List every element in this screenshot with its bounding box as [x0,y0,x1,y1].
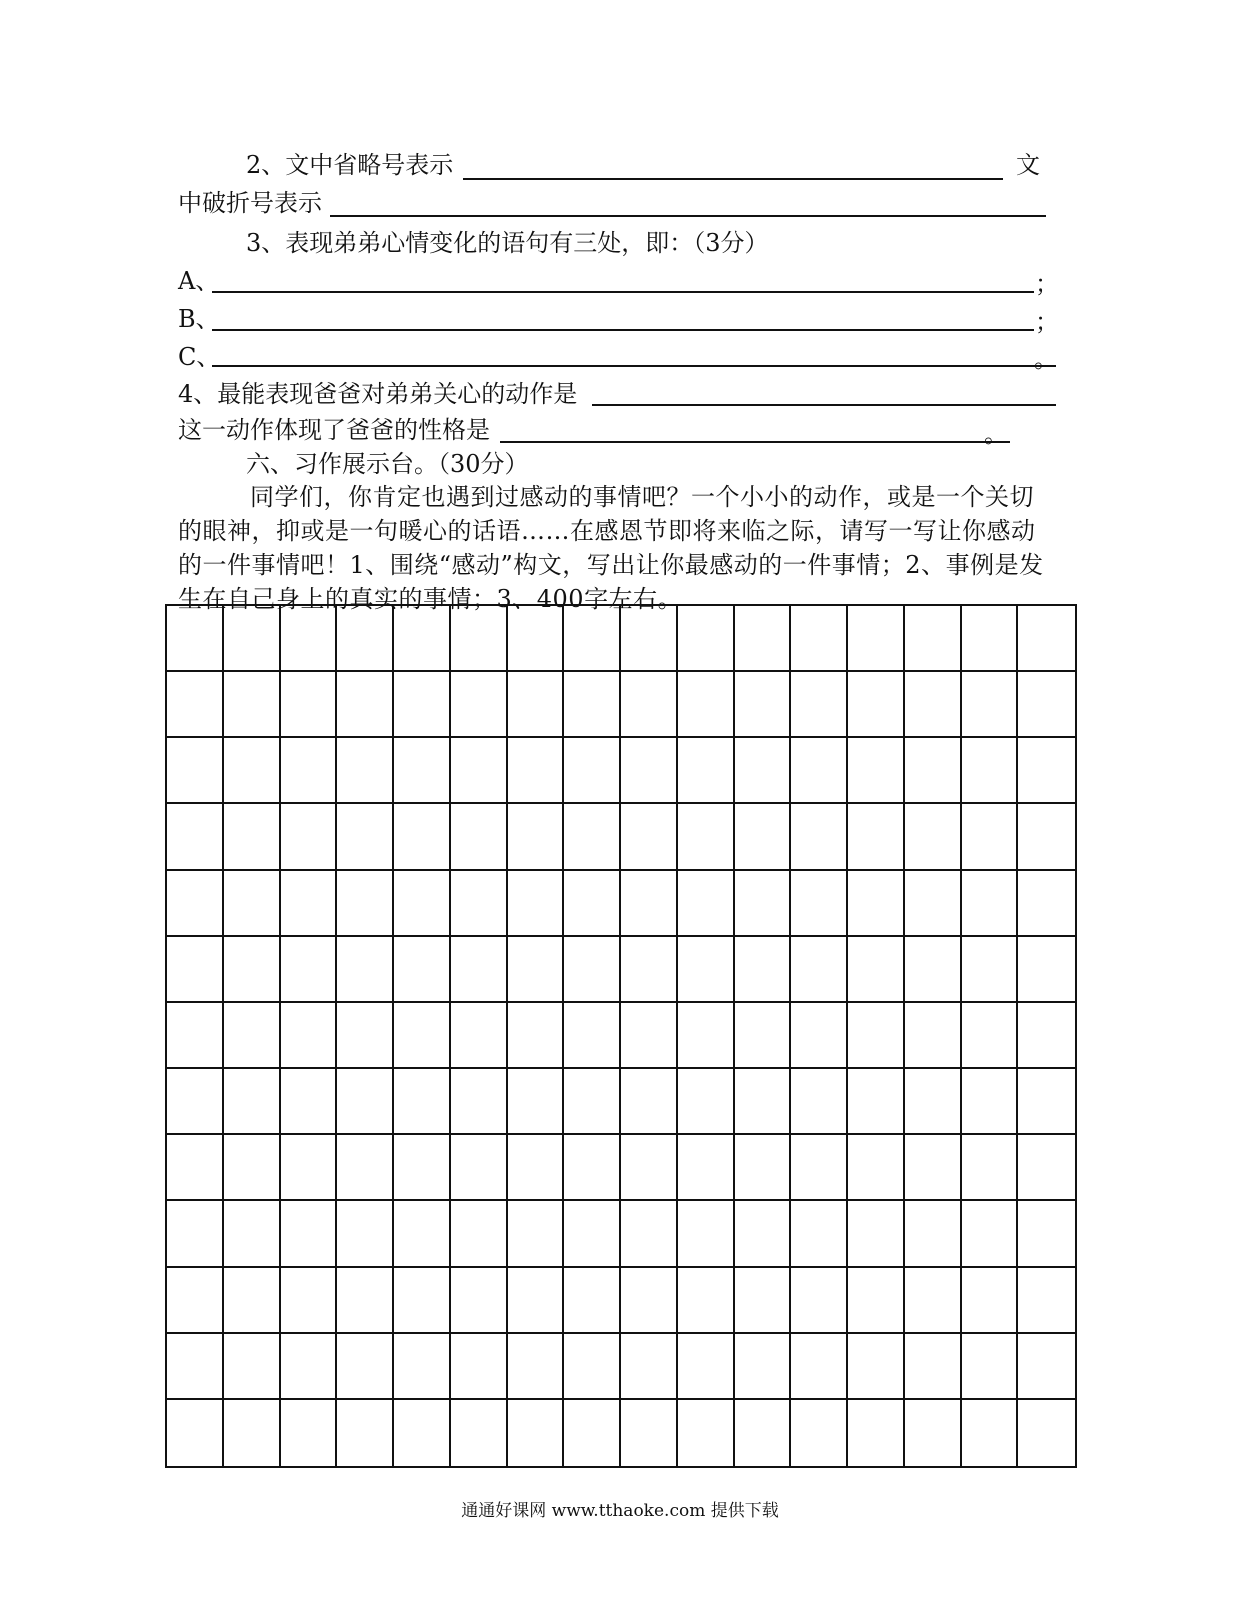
grid-cell[interactable] [735,1135,792,1201]
q4-label: 4、最能表现爸爸对弟弟关心的动作是 [178,380,578,408]
q3-answer-blank-b[interactable] [212,329,1034,331]
grid-cell[interactable] [564,672,621,738]
grid-cell[interactable] [167,1003,224,1069]
grid-cell[interactable] [905,738,962,804]
grid-cell[interactable] [451,1201,508,1267]
grid-cell[interactable] [564,1201,621,1267]
q4-follow-label: 这一动作体现了爸爸的性格是 [178,416,490,444]
grid-cell[interactable] [848,1334,905,1400]
grid-cell[interactable] [735,606,792,672]
section6-prompt: 同学们，你肯定也遇到过感动的事情吧？一个小小的动作，或是一个关切的眼神，抑或是一句暖心的话语……在感恩节即将来临之际，请写一写让你感动的一件事情吧！1、围绕“感动”构文，写出让你最感动的一件事情；2、事例是发生在自己身上的真实的事情；3、400字左右。 [178,483,1044,613]
grid-cell[interactable] [508,606,565,672]
grid-cell[interactable] [848,1135,905,1201]
grid-cell[interactable] [905,672,962,738]
grid-cell[interactable] [621,1003,678,1069]
grid-cell[interactable] [224,672,281,738]
grid-cell[interactable] [167,672,224,738]
grid-cell[interactable] [1018,1400,1075,1466]
grid-cell[interactable] [791,738,848,804]
grid-cell[interactable] [791,871,848,937]
grid-cell[interactable] [1018,1003,1075,1069]
grid-cell[interactable] [791,672,848,738]
grid-cell[interactable] [735,1201,792,1267]
q3-title: 3、表现弟弟心情变化的语句有三处，即：（3分） [246,229,769,257]
grid-cell[interactable] [564,871,621,937]
grid-cell[interactable] [337,1069,394,1135]
grid-cell[interactable] [224,871,281,937]
grid-cell[interactable] [621,1201,678,1267]
grid-cell[interactable] [1018,937,1075,1003]
q2-trailing-text: 文 [1016,151,1040,179]
grid-cell[interactable] [1018,1135,1075,1201]
grid-cell[interactable] [337,1003,394,1069]
grid-cell[interactable] [224,1268,281,1334]
grid-cell[interactable] [678,1003,735,1069]
grid-cell[interactable] [508,1334,565,1400]
q3-option-b-label: B、 [178,305,220,333]
grid-cell[interactable] [962,937,1019,1003]
grid-cell[interactable] [848,937,905,1003]
grid-cell[interactable] [791,1135,848,1201]
grid-cell[interactable] [678,1400,735,1466]
grid-cell[interactable] [848,1400,905,1466]
grid-cell[interactable] [337,672,394,738]
grid-cell[interactable] [848,672,905,738]
grid-cell[interactable] [224,738,281,804]
grid-cell[interactable] [735,738,792,804]
grid-cell[interactable] [735,937,792,1003]
grid-cell[interactable] [564,1069,621,1135]
grid-cell[interactable] [167,1268,224,1334]
grid-cell[interactable] [905,1201,962,1267]
grid-cell[interactable] [564,804,621,870]
grid-cell[interactable] [281,1135,338,1201]
grid-cell[interactable] [508,804,565,870]
grid-cell[interactable] [678,871,735,937]
grid-cell[interactable] [224,1069,281,1135]
grid-cell[interactable] [735,1003,792,1069]
q4-answer-blank[interactable] [592,404,1056,406]
grid-cell[interactable] [281,672,338,738]
grid-cell[interactable] [281,937,338,1003]
grid-cell[interactable] [962,606,1019,672]
grid-cell[interactable] [621,1069,678,1135]
grid-cell[interactable] [791,937,848,1003]
grid-cell[interactable] [167,1400,224,1466]
q3-option-c-label: C、 [178,343,221,371]
grid-cell[interactable] [678,1135,735,1201]
grid-cell[interactable] [905,871,962,937]
q2-continued-label: 中破折号表示 [178,189,322,217]
grid-cell[interactable] [962,871,1019,937]
grid-cell[interactable] [791,804,848,870]
grid-cell[interactable] [167,1201,224,1267]
grid-cell[interactable] [621,1135,678,1201]
grid-cell[interactable] [564,738,621,804]
q2-label: 2、文中省略号表示 [246,151,454,179]
grid-cell[interactable] [962,1069,1019,1135]
grid-cell[interactable] [735,1268,792,1334]
grid-cell[interactable] [508,1201,565,1267]
grid-cell[interactable] [337,606,394,672]
grid-cell[interactable] [394,672,451,738]
grid-cell[interactable] [281,1334,338,1400]
grid-cell[interactable] [735,1069,792,1135]
grid-cell[interactable] [451,606,508,672]
q3-option-a-end: ； [1035,270,1059,298]
composition-writing-grid[interactable] [165,604,1077,1468]
grid-cell[interactable] [848,1268,905,1334]
grid-cell[interactable] [451,738,508,804]
grid-cell[interactable] [281,1268,338,1334]
grid-cell[interactable] [337,1400,394,1466]
grid-cell[interactable] [451,804,508,870]
q2-answer-blank-2[interactable] [330,215,1046,217]
grid-cell[interactable] [394,1268,451,1334]
grid-cell[interactable] [1018,1268,1075,1334]
grid-cell[interactable] [167,606,224,672]
grid-cell[interactable] [678,738,735,804]
grid-cell[interactable] [1018,738,1075,804]
q3-option-a-label: A、 [178,267,220,295]
grid-cell[interactable] [224,1201,281,1267]
grid-cell[interactable] [564,1400,621,1466]
grid-cell[interactable] [281,1201,338,1267]
grid-cell[interactable] [508,937,565,1003]
q2-answer-blank-1[interactable] [463,178,1003,180]
grid-cell[interactable] [394,1003,451,1069]
q3-option-c-end: 。 [1034,345,1058,373]
grid-cell[interactable] [564,1334,621,1400]
grid-cell[interactable] [621,1268,678,1334]
grid-cell[interactable] [508,1003,565,1069]
grid-cell[interactable] [281,738,338,804]
grid-cell[interactable] [281,606,338,672]
grid-cell[interactable] [224,937,281,1003]
grid-cell[interactable] [337,804,394,870]
grid-cell[interactable] [337,1135,394,1201]
grid-cell[interactable] [508,1069,565,1135]
grid-cell[interactable] [962,672,1019,738]
grid-cell[interactable] [337,1201,394,1267]
grid-cell[interactable] [337,1268,394,1334]
grid-cell[interactable] [1018,672,1075,738]
footer-source-note: 通通好课网 www.tthaoke.com 提供下载 [461,1501,779,1521]
grid-cell[interactable] [848,1201,905,1267]
grid-cell[interactable] [224,804,281,870]
grid-cell[interactable] [394,937,451,1003]
grid-cell[interactable] [451,1069,508,1135]
grid-cell[interactable] [394,606,451,672]
grid-cell[interactable] [735,871,792,937]
grid-cell[interactable] [621,804,678,870]
grid-cell[interactable] [224,1135,281,1201]
grid-cell[interactable] [167,1135,224,1201]
grid-cell[interactable] [848,606,905,672]
grid-cell[interactable] [224,606,281,672]
grid-cell[interactable] [394,1069,451,1135]
grid-cell[interactable] [962,738,1019,804]
grid-cell[interactable] [621,937,678,1003]
grid-cell[interactable] [451,672,508,738]
grid-cell[interactable] [905,1003,962,1069]
q3-option-b-end: ； [1035,308,1059,336]
grid-cell[interactable] [848,1069,905,1135]
grid-cell[interactable] [848,1003,905,1069]
grid-cell[interactable] [621,871,678,937]
grid-cell[interactable] [905,1135,962,1201]
grid-cell[interactable] [1018,1201,1075,1267]
grid-cell[interactable] [394,738,451,804]
grid-cell[interactable] [678,1201,735,1267]
grid-cell[interactable] [394,1334,451,1400]
grid-cell[interactable] [962,1400,1019,1466]
grid-cell[interactable] [791,1334,848,1400]
grid-cell[interactable] [678,937,735,1003]
grid-cell[interactable] [451,1334,508,1400]
grid-cell[interactable] [1018,1069,1075,1135]
grid-cell[interactable] [281,804,338,870]
grid-cell[interactable] [167,937,224,1003]
grid-cell[interactable] [791,1201,848,1267]
grid-cell[interactable] [905,1400,962,1466]
grid-cell[interactable] [167,738,224,804]
grid-cell[interactable] [791,1003,848,1069]
grid-cell[interactable] [564,1135,621,1201]
grid-cell[interactable] [905,937,962,1003]
grid-cell[interactable] [167,1069,224,1135]
q4-follow-answer-blank[interactable] [500,441,1010,443]
grid-cell[interactable] [451,1003,508,1069]
grid-cell[interactable] [791,1069,848,1135]
grid-cell[interactable] [621,1334,678,1400]
grid-cell[interactable] [394,1135,451,1201]
grid-cell[interactable] [791,1268,848,1334]
grid-cell[interactable] [451,871,508,937]
grid-cell[interactable] [281,871,338,937]
grid-cell[interactable] [167,804,224,870]
grid-cell[interactable] [678,1069,735,1135]
grid-cell[interactable] [962,1201,1019,1267]
grid-cell[interactable] [678,804,735,870]
grid-cell[interactable] [281,1400,338,1466]
grid-cell[interactable] [848,871,905,937]
grid-cell[interactable] [451,1400,508,1466]
grid-cell[interactable] [678,1268,735,1334]
grid-cell[interactable] [962,1268,1019,1334]
grid-cell[interactable] [394,871,451,937]
grid-cell[interactable] [678,1334,735,1400]
grid-cell[interactable] [451,1135,508,1201]
grid-cell[interactable] [451,1268,508,1334]
grid-cell[interactable] [281,1069,338,1135]
grid-cell[interactable] [508,738,565,804]
grid-cell[interactable] [1018,1334,1075,1400]
grid-cell[interactable] [735,804,792,870]
grid-cell[interactable] [508,871,565,937]
grid-cell[interactable] [621,1400,678,1466]
grid-cell[interactable] [451,937,508,1003]
grid-cell[interactable] [281,1003,338,1069]
grid-cell[interactable] [394,804,451,870]
grid-cell[interactable] [905,804,962,870]
grid-cell[interactable] [564,1003,621,1069]
grid-cell[interactable] [848,804,905,870]
grid-cell[interactable] [394,1201,451,1267]
grid-cell[interactable] [678,672,735,738]
q4-follow-end: 。 [984,420,1008,448]
grid-cell[interactable] [224,1334,281,1400]
q3-answer-blank-a[interactable] [212,291,1034,293]
section6-title: 六、习作展示台。（30分） [246,450,529,478]
grid-cell[interactable] [905,606,962,672]
grid-cell[interactable] [564,606,621,672]
grid-cell[interactable] [394,1400,451,1466]
grid-cell[interactable] [905,1268,962,1334]
grid-cell[interactable] [508,1268,565,1334]
grid-cell[interactable] [564,937,621,1003]
grid-cell[interactable] [508,1135,565,1201]
grid-cell[interactable] [962,1334,1019,1400]
grid-cell[interactable] [905,1069,962,1135]
grid-cell[interactable] [337,871,394,937]
q3-answer-blank-c[interactable] [212,365,1056,367]
grid-cell[interactable] [735,1400,792,1466]
grid-cell[interactable] [224,1003,281,1069]
grid-cell[interactable] [337,937,394,1003]
grid-cell[interactable] [564,1268,621,1334]
grid-cell[interactable] [508,1400,565,1466]
grid-cell[interactable] [621,672,678,738]
grid-cell[interactable] [224,1400,281,1466]
grid-cell[interactable] [508,672,565,738]
grid-cell[interactable] [621,738,678,804]
grid-cell[interactable] [167,1334,224,1400]
grid-cell[interactable] [167,871,224,937]
grid-cell[interactable] [735,672,792,738]
grid-cell[interactable] [962,1135,1019,1201]
grid-cell[interactable] [791,606,848,672]
grid-cell[interactable] [337,738,394,804]
grid-cell[interactable] [678,606,735,672]
grid-cell[interactable] [962,1003,1019,1069]
grid-cell[interactable] [1018,804,1075,870]
grid-cell[interactable] [905,1334,962,1400]
grid-cell[interactable] [621,606,678,672]
grid-cell[interactable] [1018,871,1075,937]
grid-cell[interactable] [962,804,1019,870]
grid-cell[interactable] [848,738,905,804]
grid-cell[interactable] [735,1334,792,1400]
grid-cell[interactable] [1018,606,1075,672]
grid-cell[interactable] [337,1334,394,1400]
grid-cell[interactable] [791,1400,848,1466]
